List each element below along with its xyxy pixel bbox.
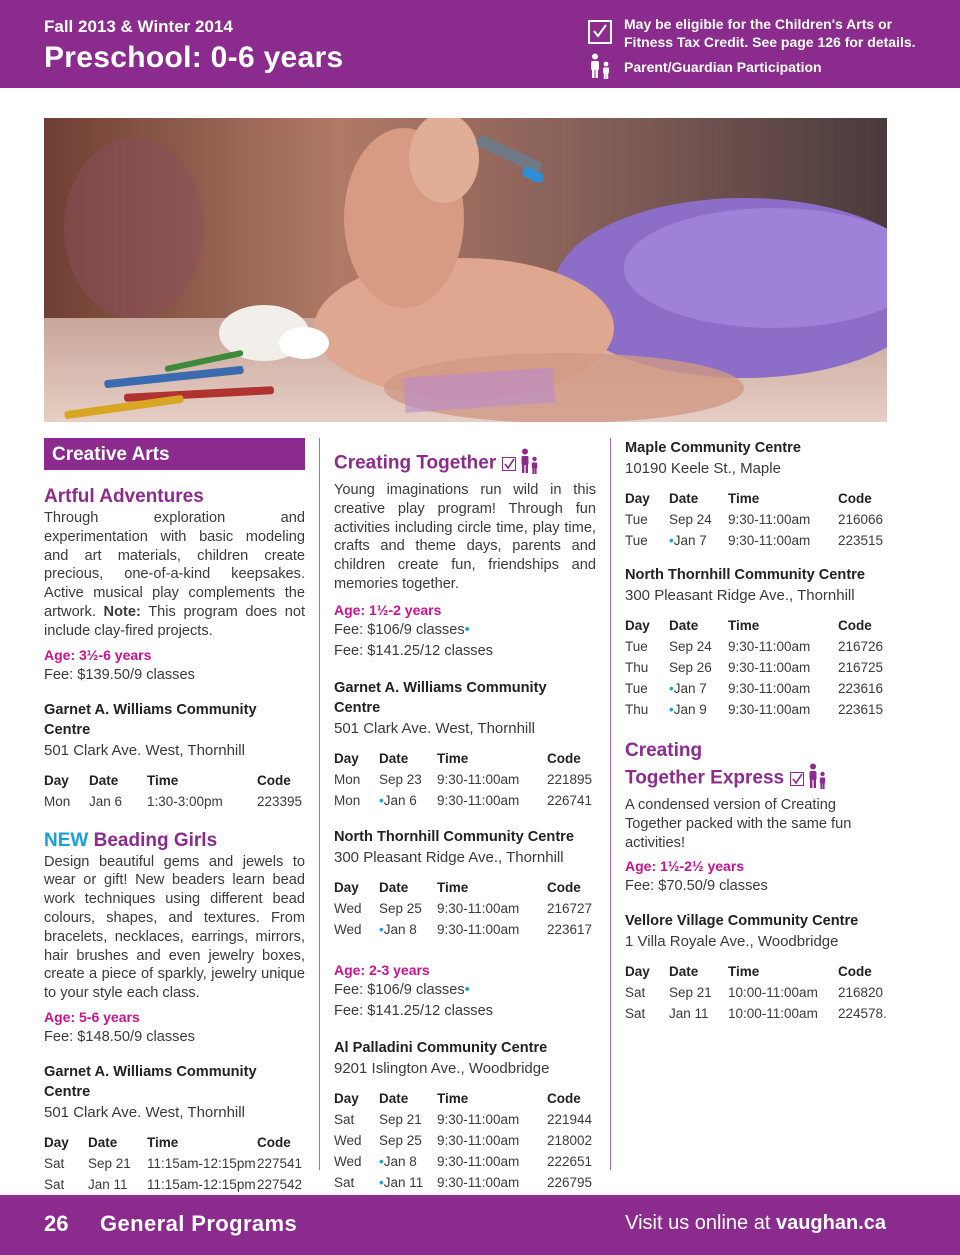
- cell-code: 221944: [547, 1111, 593, 1127]
- cell-date: •Jan 7: [669, 533, 707, 548]
- cell-day: Thu: [625, 660, 649, 675]
- cell-time: 1:30-3:00pm: [147, 793, 223, 809]
- cell-time: 9:30-11:00am: [728, 512, 811, 527]
- centre-address: 10190 Keele St., Maple: [625, 460, 781, 477]
- cell-day: Tue: [625, 681, 648, 696]
- fee: Fee: $139.50/9 classes: [44, 666, 195, 683]
- column-header: Day: [334, 1090, 359, 1106]
- cell-time: 9:30-11:00am: [437, 1132, 520, 1148]
- cell-code: 223617: [547, 921, 593, 937]
- program-title: Creating Together: [334, 448, 596, 479]
- column-header: Day: [44, 772, 69, 788]
- cell-time: 9:30-11:00am: [437, 792, 520, 808]
- column-header: Time: [437, 750, 469, 766]
- fee: Fee: $141.25/12 classes: [334, 642, 494, 659]
- column-header: Time: [147, 772, 179, 788]
- table-row: [334, 1151, 596, 1172]
- schedule-table: [44, 1132, 305, 1195]
- cell-code: 216727: [547, 900, 593, 916]
- table-row: [334, 790, 596, 811]
- program-description: Design beautiful gems and jewels to wear or gift! New beaders learn bead work techniques using different bead colours, shapes, and textures. From bracelets, necklaces, earrings, mirrors, hair brushes and even jewelry boxes, create a piece of sparkly, jewelry unique to your style each class.: [44, 853, 305, 1002]
- column-header: Day: [625, 964, 650, 980]
- cell-day: Sat: [44, 1176, 65, 1192]
- fee: Fee: $141.25/12 classes: [334, 1002, 494, 1019]
- column-right: [625, 438, 887, 1024]
- cell-time: 9:30-11:00am: [437, 900, 520, 916]
- page-header: [0, 0, 960, 88]
- cell-code: 226741: [547, 792, 593, 808]
- table-row: [334, 1109, 596, 1130]
- footer-website: Visit us online at vaughan.ca: [625, 1212, 886, 1234]
- age-range: Age: 5-6 years: [44, 1008, 140, 1025]
- checkbox-icon: [790, 772, 804, 786]
- table-row: [44, 1174, 305, 1195]
- hero-photo: [44, 118, 887, 422]
- cell-day: Mon: [334, 792, 361, 808]
- cell-time: 10:00-11:00am: [728, 985, 818, 1001]
- cell-date: Sep 24: [669, 512, 712, 527]
- column-header: Time: [728, 618, 760, 633]
- column-left: [44, 438, 305, 1195]
- schedule-table: [334, 748, 596, 811]
- column-header: Time: [147, 1134, 179, 1150]
- column-divider: [610, 438, 611, 1170]
- centre-name: Maple Community Centre: [625, 440, 801, 456]
- column-header: Time: [437, 1090, 469, 1106]
- column-header: Time: [728, 491, 760, 506]
- column-header: Date: [669, 491, 699, 506]
- cell-date: Sep 21: [669, 985, 712, 1001]
- cell-date: •Jan 8: [379, 1153, 417, 1169]
- fee: Fee: $106/9 classes•: [334, 981, 470, 998]
- schedule-table: [44, 770, 305, 812]
- legend-credit-line-1: May be eligible for the Children's Arts or: [624, 16, 893, 32]
- column-header: Code: [838, 964, 872, 980]
- cell-day: Wed: [334, 900, 362, 916]
- cell-time: 9:30-11:00am: [728, 702, 811, 717]
- centre-name: Garnet A. Williams Community Centre: [44, 1063, 257, 1100]
- column-header: Code: [257, 772, 291, 788]
- checkbox-icon: [588, 20, 612, 44]
- cell-code: 226795: [547, 1174, 593, 1190]
- centre-address: 501 Clark Ave. West, Thornhill: [44, 741, 245, 759]
- cell-code: 227542: [257, 1176, 303, 1192]
- cell-day: Sat: [334, 1111, 355, 1127]
- program-description: Young imaginations run wild in this creative play program! Through fun activities including circle time, play time, crafts and theme days, parents and children create fun, friendships and memories together.: [334, 482, 596, 592]
- cell-date: Sep 23: [379, 771, 422, 787]
- legend-credit-line-2: Fitness Tax Credit. See page 126 for details.: [624, 34, 916, 50]
- cell-code: 216066: [838, 512, 884, 527]
- cell-date: Jan 11: [669, 1006, 709, 1022]
- centre-address: 1 Villa Royale Ave., Woodbridge: [625, 933, 839, 951]
- cell-date: •Jan 7: [669, 681, 707, 696]
- cell-time: 9:30-11:00am: [437, 1153, 520, 1169]
- column-header: Date: [89, 772, 119, 788]
- table-row: [625, 1003, 887, 1024]
- column-header: Day: [334, 879, 359, 895]
- cell-code: 223515: [838, 533, 884, 548]
- table-row: [44, 791, 305, 812]
- cell-day: Wed: [334, 1153, 362, 1169]
- column-header: Date: [379, 1090, 409, 1106]
- age-range: Age: 3½-6 years: [44, 646, 152, 663]
- table-row: [334, 769, 596, 790]
- cell-day: Sat: [625, 1006, 646, 1022]
- cell-day: Tue: [625, 639, 648, 654]
- centre-address: 501 Clark Ave. West, Thornhill: [334, 719, 535, 737]
- cell-time: 9:30-11:00am: [437, 1174, 520, 1190]
- cell-time: 10:00-11:00am: [728, 1006, 818, 1022]
- cell-date: Jan 11: [88, 1176, 128, 1192]
- cell-day: Mon: [334, 771, 361, 787]
- cell-date: Sep 26: [669, 660, 712, 675]
- cell-time: 9:30-11:00am: [728, 639, 811, 654]
- column-header: Day: [334, 750, 359, 766]
- column-header: Date: [379, 750, 409, 766]
- fee: Fee: $70.50/9 classes: [625, 878, 768, 895]
- new-badge: NEW: [44, 829, 89, 851]
- family-icon: [588, 53, 612, 79]
- column-header: Time: [728, 964, 760, 980]
- cell-date: Sep 25: [379, 900, 422, 916]
- cell-code: 222651: [547, 1153, 593, 1169]
- season-label: Fall 2013 & Winter 2014: [44, 17, 233, 36]
- family-icon: [807, 763, 827, 794]
- cell-code: 223395: [257, 793, 303, 809]
- cell-time: 11:15am-12:15pm: [147, 1176, 256, 1192]
- column-header: Code: [838, 491, 872, 506]
- cell-time: 9:30-11:00am: [728, 660, 811, 675]
- section-heading: Creative Arts: [44, 438, 305, 470]
- centre-address: 9201 Islington Ave., Woodbridge: [334, 1059, 550, 1077]
- cell-day: Thu: [625, 702, 649, 717]
- column-header: Code: [547, 750, 581, 766]
- program-title: Artful Adventures: [44, 486, 204, 507]
- centre-name: North Thornhill Community Centre: [625, 567, 865, 583]
- table-row: [334, 898, 596, 919]
- centre-name: Vellore Village Community Centre: [625, 913, 859, 930]
- cell-code: 224578.: [838, 1006, 887, 1022]
- cell-code: 216726: [838, 639, 884, 654]
- centre-name: Garnet A. Williams Community Centre: [44, 701, 257, 738]
- fee: Fee: $106/9 classes•: [334, 621, 470, 638]
- page-title: Preschool: 0-6 years: [44, 41, 344, 74]
- table-row: [334, 919, 596, 940]
- cell-code: 216725: [838, 660, 884, 675]
- cell-time: 9:30-11:00am: [437, 921, 520, 937]
- checkbox-icon: [502, 457, 516, 471]
- cell-day: Wed: [334, 1132, 362, 1148]
- column-header: Code: [838, 618, 872, 633]
- program-description: A condensed version of Creating Together packed with the same fun activities!: [625, 797, 852, 851]
- column-header: Date: [88, 1134, 118, 1150]
- cell-time: 9:30-11:00am: [728, 533, 811, 548]
- age-range: Age: 1½-2 years: [334, 601, 442, 618]
- table-row: [625, 636, 887, 657]
- page-number: 26: [44, 1211, 69, 1236]
- centre-name: Garnet A. Williams Community Centre: [334, 679, 547, 716]
- cell-code: 223616: [838, 681, 884, 696]
- cell-date: •Jan 6: [379, 792, 417, 808]
- table-row: [625, 982, 887, 1003]
- column-header: Date: [379, 879, 409, 895]
- cell-time: 9:30-11:00am: [728, 681, 811, 696]
- page-footer: [0, 1195, 960, 1255]
- column-header: Code: [257, 1134, 291, 1150]
- cell-day: Sat: [44, 1155, 65, 1171]
- column-header: Day: [625, 618, 650, 633]
- cell-time: 9:30-11:00am: [437, 1111, 520, 1127]
- age-range: Age: 2-3 years: [334, 961, 430, 978]
- cell-date: Sep 21: [88, 1155, 131, 1171]
- schedule-table: [334, 877, 596, 940]
- centre-name: North Thornhill Community Centre: [334, 828, 574, 845]
- schedule-table: [625, 488, 887, 551]
- table-row: [44, 1153, 305, 1174]
- cell-date: •Jan 9: [669, 702, 707, 717]
- cell-day: Sat: [334, 1174, 355, 1190]
- cell-code: 221895: [547, 771, 593, 787]
- family-icon: [519, 448, 539, 479]
- footer-section-title: General Programs: [100, 1211, 298, 1236]
- program-description: Through exploration and experimentation with basic modeling and art materials, children create precious, one-of-a-kind keepsakes. Active musical play complements the artwork. Note: This program does not include clay-fired projects.: [44, 510, 305, 639]
- age-range: Age: 1½-2½ years: [625, 858, 745, 875]
- cell-day: Mon: [44, 793, 71, 809]
- centre-address: 501 Clark Ave. West, Thornhill: [44, 1103, 245, 1121]
- cell-code: 218002: [547, 1132, 593, 1148]
- cell-day: Wed: [334, 921, 362, 937]
- table-row: [334, 1130, 596, 1151]
- column-divider: [319, 438, 320, 1170]
- table-row: [625, 530, 887, 551]
- cell-date: •Jan 8: [379, 921, 417, 937]
- cell-day: Tue: [625, 533, 648, 548]
- cell-date: •Jan 11: [379, 1174, 424, 1190]
- column-header: Date: [669, 964, 699, 980]
- column-header: Day: [44, 1134, 69, 1150]
- cell-time: 9:30-11:00am: [437, 771, 520, 787]
- cell-date: Sep 25: [379, 1132, 422, 1148]
- program-title: Creating: [625, 740, 703, 761]
- column-header: Day: [625, 491, 650, 506]
- cell-code: 216820: [838, 985, 884, 1001]
- cell-code: 223615: [838, 702, 884, 717]
- cell-time: 11:15am-12:15pm: [147, 1155, 256, 1171]
- cell-date: Sep 24: [669, 639, 712, 654]
- centre-address: 300 Pleasant Ridge Ave., Thornhill: [625, 587, 855, 604]
- centre-name: Al Palladini Community Centre: [334, 1039, 548, 1056]
- table-row: [334, 1172, 596, 1193]
- centre-address: 300 Pleasant Ridge Ave., Thornhill: [334, 848, 564, 866]
- cell-date: Sep 21: [379, 1111, 422, 1127]
- column-header: Code: [547, 879, 581, 895]
- cell-code: 227541: [257, 1155, 303, 1171]
- legend-parent-participation: Parent/Guardian Participation: [624, 59, 822, 75]
- table-row: [625, 657, 887, 678]
- column-header: Code: [547, 1090, 581, 1106]
- schedule-table: [625, 961, 887, 1024]
- fee: Fee: $148.50/9 classes: [44, 1028, 195, 1045]
- program-title: NEW Beading Girls: [44, 829, 218, 851]
- schedule-table: [625, 615, 887, 720]
- website-link[interactable]: vaughan.ca: [775, 1212, 886, 1234]
- table-row: [625, 509, 887, 530]
- cell-day: Sat: [625, 985, 646, 1001]
- table-row: [625, 678, 887, 699]
- cell-day: Tue: [625, 512, 648, 527]
- program-title: Together Express: [625, 763, 887, 794]
- column-middle: [334, 448, 596, 1193]
- column-header: Date: [669, 618, 699, 633]
- column-header: Time: [437, 879, 469, 895]
- cell-date: Jan 6: [89, 793, 123, 809]
- table-row: [625, 699, 887, 720]
- schedule-table: [334, 1088, 596, 1193]
